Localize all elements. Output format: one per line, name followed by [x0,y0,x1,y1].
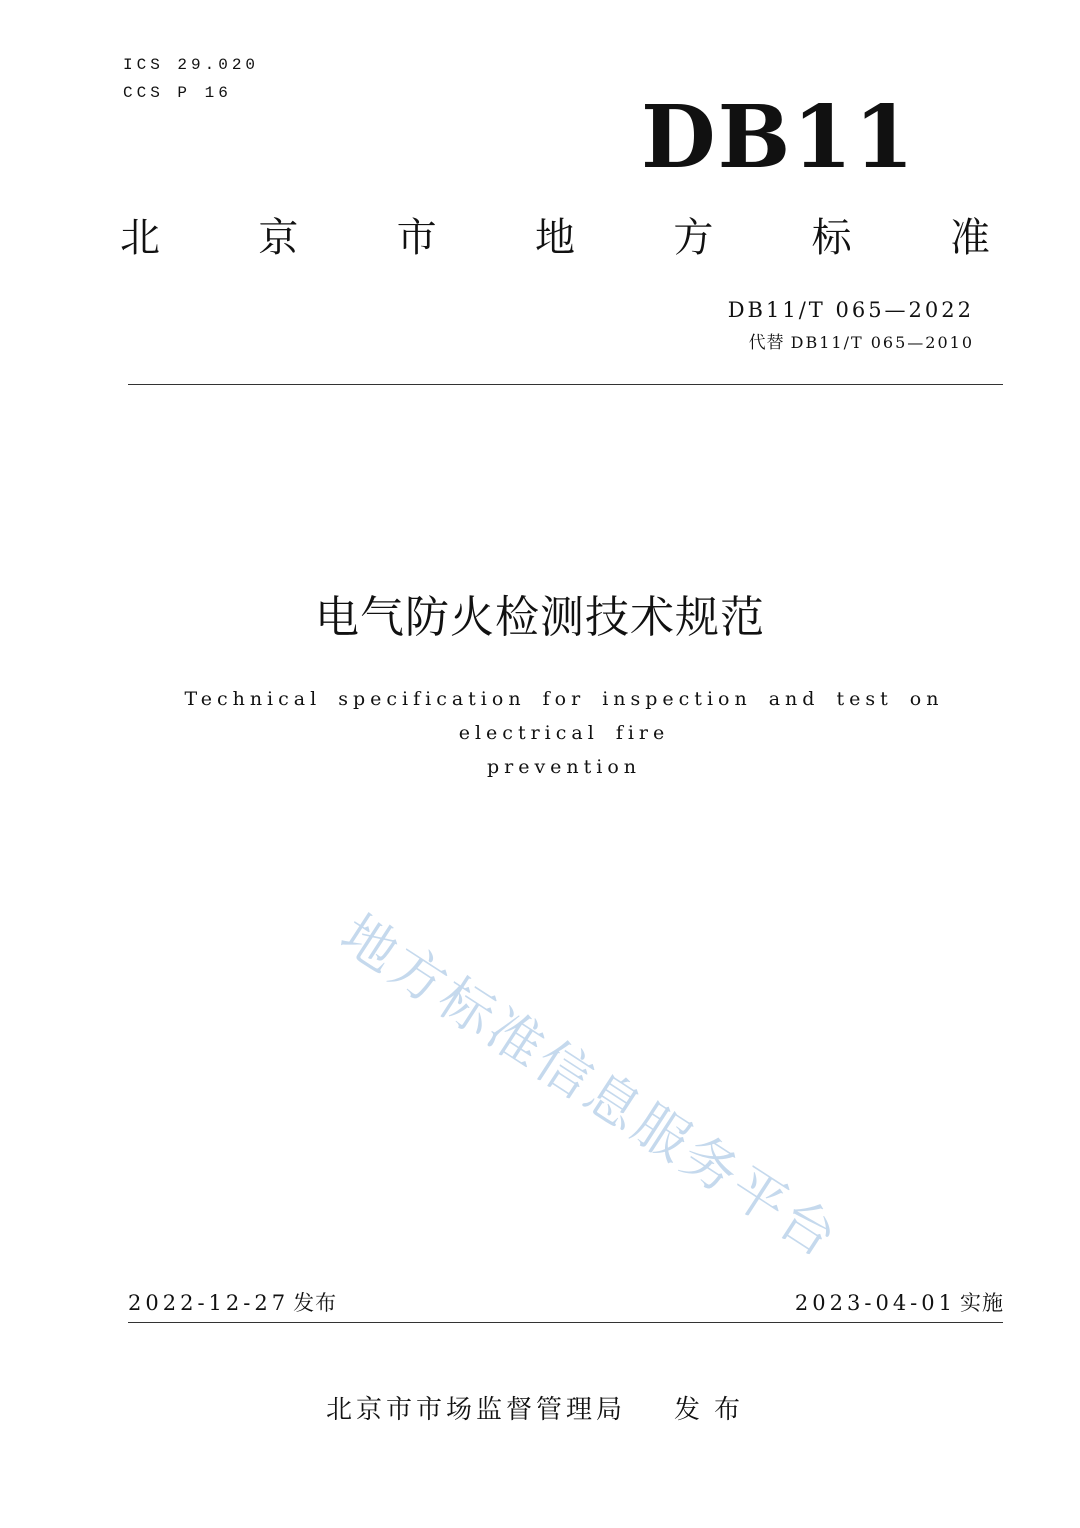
document-title-english [140,682,988,784]
standard-type-char: 标 [811,215,852,261]
standard-type-char: 地 [534,215,575,261]
issue-date-line [128,1288,337,1318]
publisher-verb: 发布 [674,1395,755,1425]
implementation-date-line [795,1288,1004,1318]
standard-number: DB11/T 065—2022 [727,298,974,322]
standard-type-char: 京 [258,215,299,261]
standard-type-char: 准 [949,215,990,261]
standard-type-heading [120,210,990,266]
header-divider [128,384,1003,385]
issue-label: 发布 [293,1291,338,1315]
ics-code: ICS 29.020 [123,56,260,74]
standard-type-char: 北 [120,215,160,261]
publisher-name: 北京市市场监督管理局 [325,1395,626,1425]
english-title-line: prevention [486,756,642,778]
standard-code-logo: DB11 [641,87,916,188]
ccs-code: CCS P 16 [123,84,232,102]
document-title-chinese: 电气防火检测技术规范 [315,592,765,643]
issue-date: 2022-12-27 [128,1291,290,1315]
watermark: 地方标准信息服务平台 [329,902,851,1271]
replaces-line [749,331,974,355]
standard-type-char: 方 [673,215,714,261]
footer-divider [128,1322,1003,1323]
publisher-line [0,1392,1080,1428]
replaces-number: DB11/T 065—2010 [790,333,974,352]
implementation-label: 实施 [960,1291,1004,1315]
standard-type-char: 市 [396,215,437,261]
english-title-line: Technical specification for inspection and test on electrical fire [184,688,944,744]
implementation-date: 2023-04-01 [794,1291,956,1315]
replaces-label: 代替 [748,333,785,353]
